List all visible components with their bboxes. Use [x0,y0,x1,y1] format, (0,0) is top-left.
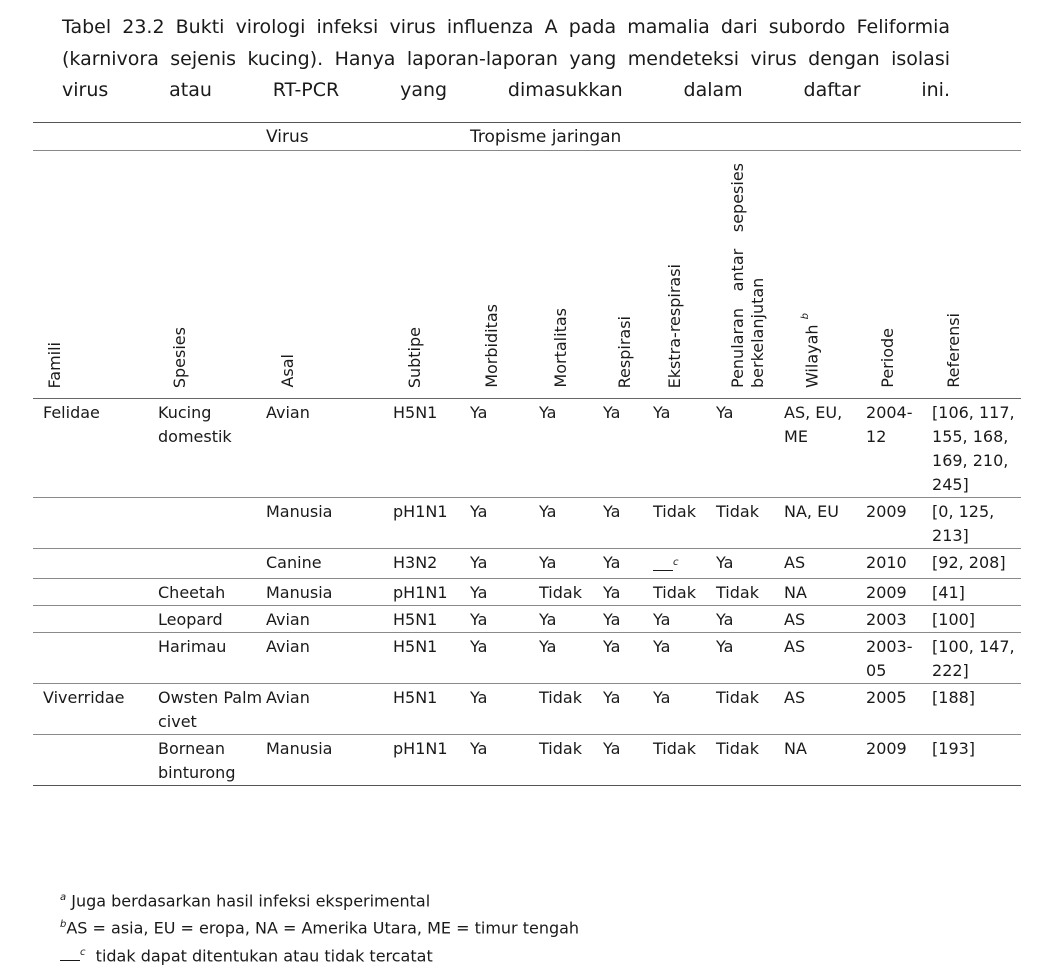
cell-referensi: [0, 125, 213] [932,498,1021,549]
cell-ekstra: Tidak [653,735,716,786]
cell-penularan: Tidak [716,735,784,786]
table-row [33,633,1021,684]
cell-referensi: [100] [932,606,1021,633]
cell-penularan: Tidak [716,498,784,549]
cell-periode: 2009 [866,735,932,786]
cell-ekstra: Tidak [653,579,716,606]
cell-penularan: Ya [716,633,784,684]
cell-subtipe: pH1N1 [393,579,470,606]
col-header-wilayah: Wilayah $^b$ [784,151,866,399]
cell-asal: Avian [266,684,393,735]
cell-ekstra: Ya [653,684,716,735]
col-header-ekstra-respirasi: Ekstra-respirasi [653,151,716,399]
cell-wilayah: NA [784,735,866,786]
cell-mortalitas: Ya [539,399,603,498]
cell-respirasi: Ya [603,633,653,684]
cell-morbiditas: Ya [470,606,539,633]
cell-referensi: [106, 117, 155, 168, 169, 210, 245] [932,399,1021,498]
cell-ekstra: c [653,549,716,579]
cell-wilayah: NA, EU [784,498,866,549]
group-header-row [33,123,1021,151]
col-header-respirasi: Respirasi [603,151,653,399]
col-header-famili: Famili [33,151,158,399]
cell-asal: Canine [266,549,393,579]
cell-wilayah: AS [784,549,866,579]
cell-spesies: Cheetah [158,579,266,606]
cell-referensi: [100, 147, 222] [932,633,1021,684]
table-row [33,735,1021,786]
cell-famili: Viverridae [33,684,158,735]
cell-famili [33,549,158,579]
col-header-periode: Periode [866,151,932,399]
group-header-tropism: Tropisme jaringan [470,123,1021,151]
cell-referensi: [193] [932,735,1021,786]
influenza-table [33,122,1021,786]
group-header-virus: Virus [266,123,470,151]
table-row [33,579,1021,606]
table-row [33,498,1021,549]
cell-morbiditas: Ya [470,498,539,549]
table-row [33,684,1021,735]
cell-mortalitas: Tidak [539,735,603,786]
cell-asal: Avian [266,633,393,684]
cell-famili: Felidae [33,399,158,498]
cell-morbiditas: Ya [470,399,539,498]
cell-spesies: Owsten Palm civet [158,684,266,735]
cell-periode: 2009 [866,579,932,606]
cell-periode: 2004-12 [866,399,932,498]
col-header-morbiditas: Morbiditas [470,151,539,399]
cell-respirasi: Ya [603,684,653,735]
cell-wilayah: AS, EU, ME [784,399,866,498]
cell-subtipe: H3N2 [393,549,470,579]
cell-subtipe: H5N1 [393,399,470,498]
column-header-row [33,151,1021,399]
col-header-referensi: Referensi [932,151,1021,399]
cell-subtipe: H5N1 [393,633,470,684]
footnote-c: $^c$ tidak dapat ditentukan atau tidak tercatat [60,941,579,968]
cell-famili [33,579,158,606]
cell-famili [33,606,158,633]
cell-wilayah: AS [784,606,866,633]
cell-referensi: [41] [932,579,1021,606]
cell-respirasi: Ya [603,549,653,579]
cell-mortalitas: Ya [539,549,603,579]
cell-spesies [158,549,266,579]
cell-respirasi: Ya [603,498,653,549]
cell-subtipe: pH1N1 [393,735,470,786]
cell-famili [33,498,158,549]
col-header-spesies: Spesies [158,151,266,399]
cell-asal: Avian [266,399,393,498]
cell-respirasi: Ya [603,579,653,606]
cell-mortalitas: Ya [539,633,603,684]
cell-famili [33,735,158,786]
cell-ekstra: Tidak [653,498,716,549]
cell-spesies: Kucing domestik [158,399,266,498]
cell-ekstra: Ya [653,606,716,633]
cell-morbiditas: Ya [470,633,539,684]
cell-famili [33,633,158,684]
table-row [33,399,1021,498]
cell-referensi: [188] [932,684,1021,735]
footnotes [60,886,579,968]
blank-mark [653,556,673,571]
footnote-b: $^b$AS = asia, EU = eropa, NA = Amerika Utara, ME = timur tengah [60,918,580,938]
cell-respirasi: Ya [603,606,653,633]
cell-morbiditas: Ya [470,684,539,735]
table-body [33,399,1021,786]
table-row [33,606,1021,633]
cell-wilayah: NA [784,579,866,606]
col-header-asal: Asal [266,151,393,399]
cell-periode: 2010 [866,549,932,579]
table-caption: Tabel 23.2 Bukti virologi infeksi virus influenza A pada mamalia dari subordo Feliformia (karnivora sejenis kucing). Hanya laporan-laporan yang mendeteksi virus dengan isolasi virus atau RT-PCR yang dimasukkan dalam daftar ini. [62,16,950,101]
footnote-a: $^a$ Juga berdasarkan hasil infeksi eksperimental [60,891,431,911]
cell-morbiditas: Ya [470,549,539,579]
cell-asal: Manusia [266,498,393,549]
data-table-wrapper [33,122,1021,786]
cell-ekstra: Ya [653,633,716,684]
cell-mortalitas: Ya [539,606,603,633]
cell-spesies: Leopard [158,606,266,633]
cell-wilayah: AS [784,633,866,684]
cell-mortalitas: Tidak [539,684,603,735]
col-header-subtipe: Subtipe [393,151,470,399]
cell-periode: 2003 [866,606,932,633]
table-row [33,549,1021,579]
cell-subtipe: H5N1 [393,606,470,633]
cell-penularan: Tidak [716,684,784,735]
col-header-penularan: Penularan antar sepesies berkelanjutan [716,151,784,399]
cell-morbiditas: Ya [470,579,539,606]
cell-respirasi: Ya [603,735,653,786]
cell-morbiditas: Ya [470,735,539,786]
cell-respirasi: Ya [603,399,653,498]
col-header-mortalitas: Mortalitas [539,151,603,399]
cell-subtipe: pH1N1 [393,498,470,549]
cell-mortalitas: Tidak [539,579,603,606]
cell-mortalitas: Ya [539,498,603,549]
cell-asal: Manusia [266,735,393,786]
cell-spesies [158,498,266,549]
cell-penularan: Ya [716,399,784,498]
cell-subtipe: H5N1 [393,684,470,735]
cell-penularan: Ya [716,549,784,579]
cell-wilayah: AS [784,684,866,735]
cell-periode: 2005 [866,684,932,735]
cell-asal: Manusia [266,579,393,606]
cell-periode: 2003-05 [866,633,932,684]
cell-referensi: [92, 208] [932,549,1021,579]
cell-penularan: Tidak [716,579,784,606]
cell-ekstra: Ya [653,399,716,498]
cell-asal: Avian [266,606,393,633]
cell-spesies: Bornean binturong [158,735,266,786]
cell-spesies: Harimau [158,633,266,684]
cell-periode: 2009 [866,498,932,549]
cell-penularan: Ya [716,606,784,633]
